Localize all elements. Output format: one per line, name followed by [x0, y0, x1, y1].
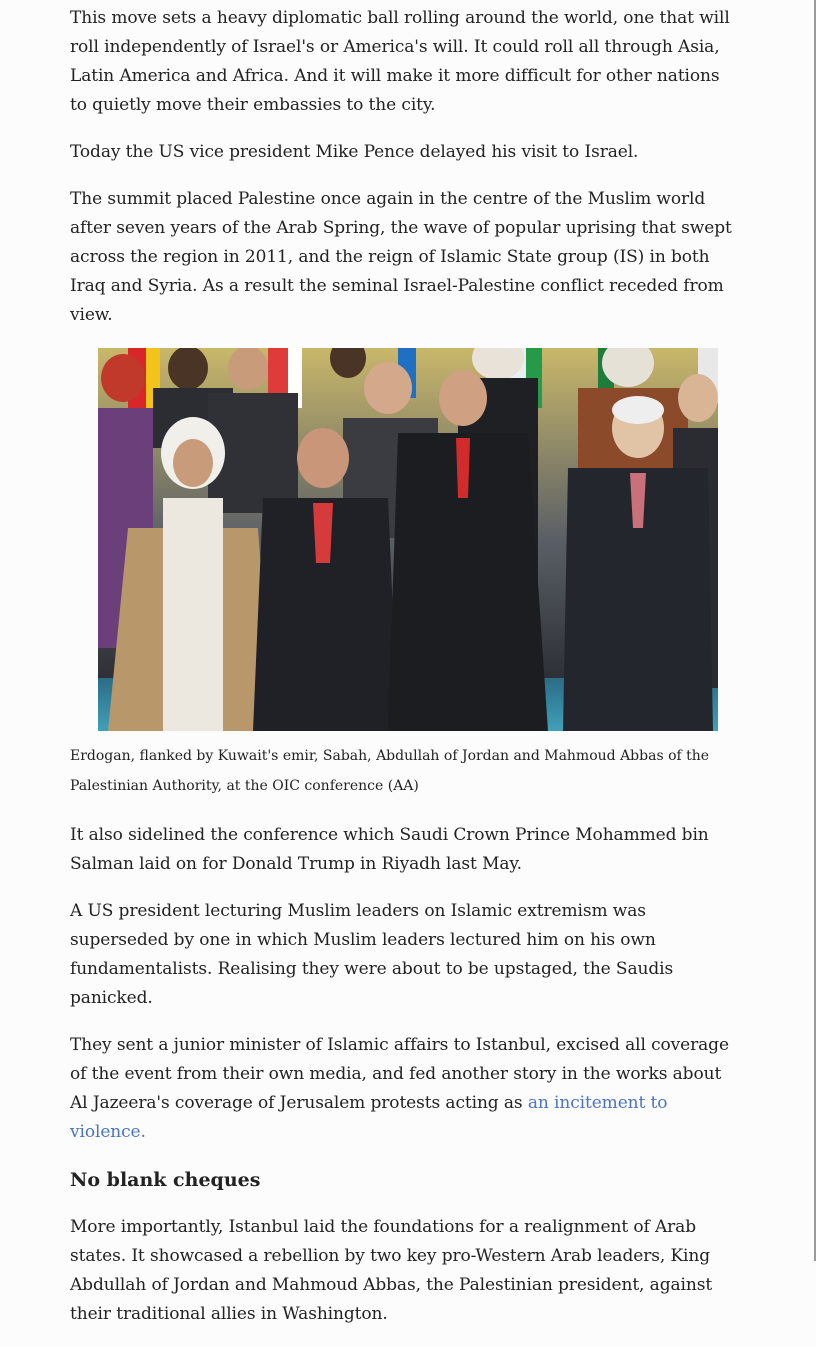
incitement-to-violence-link[interactable]: an incitement to violence. [70, 1093, 668, 1142]
paragraph-sidelined-conference: It also sidelined the conference which Saudi Crown Prince Mohammed bin Salman laid on for Donald Trump in Riyadh last May. [70, 825, 709, 874]
article-body [70, 4, 738, 1347]
article-figure [70, 348, 738, 801]
figure-caption: Erdogan, flanked by Kuwait's emir, Sabah, Abdullah of Jordan and Mahmoud Abbas of the Palestinian Authority, at the OIC conference (AA) [70, 748, 710, 794]
paragraph-summit-palestine: The summit placed Palestine once again in the centre of the Muslim world after seven years of the Arab Spring, the wave of popular uprising that swept across the region in 2011, and the reign of Islamic State group (IS) in both Iraq and Syria. As a result the seminal Israel-Palestine conflict receded from view. [70, 189, 732, 325]
subheading-no-blank-cheques: No blank cheques [70, 1169, 261, 1191]
paragraph-junior-minister-text: They sent a junior minister of Islamic affairs to Istanbul, excised all coverage of the event from their own media, and fed another story in the works about Al Jazeera's coverage of Jerusalem protests acting as [70, 1035, 729, 1113]
oic-conference-photo [98, 348, 718, 731]
paragraph-junior-minister [70, 1031, 738, 1147]
paragraph-realignment: More importantly, Istanbul laid the foundations for a realignment of Arab states. It showcased a rebellion by two key pro-Western Arab leaders, King Abdullah of Jordan and Mahmoud Abbas, the Palestinian president, against their traditional allies in Washington. [70, 1217, 713, 1324]
paragraph-us-president-lecturing: A US president lecturing Muslim leaders on Islamic extremism was superseded by one in which Muslim leaders lectured him on his own fundamentalists. Realising they were about to be upstaged, the Saudis panicked. [70, 901, 674, 1008]
paragraph-diplomatic-ball: This move sets a heavy diplomatic ball rolling around the world, one that will roll independently of Israel's or America's will. It could roll all through Asia, Latin America and Africa. And it will make it more difficult for other nations to quietly move their embassies to the city. [70, 8, 730, 115]
paragraph-pence-delay: Today the US vice president Mike Pence delayed his visit to Israel. [70, 142, 639, 162]
